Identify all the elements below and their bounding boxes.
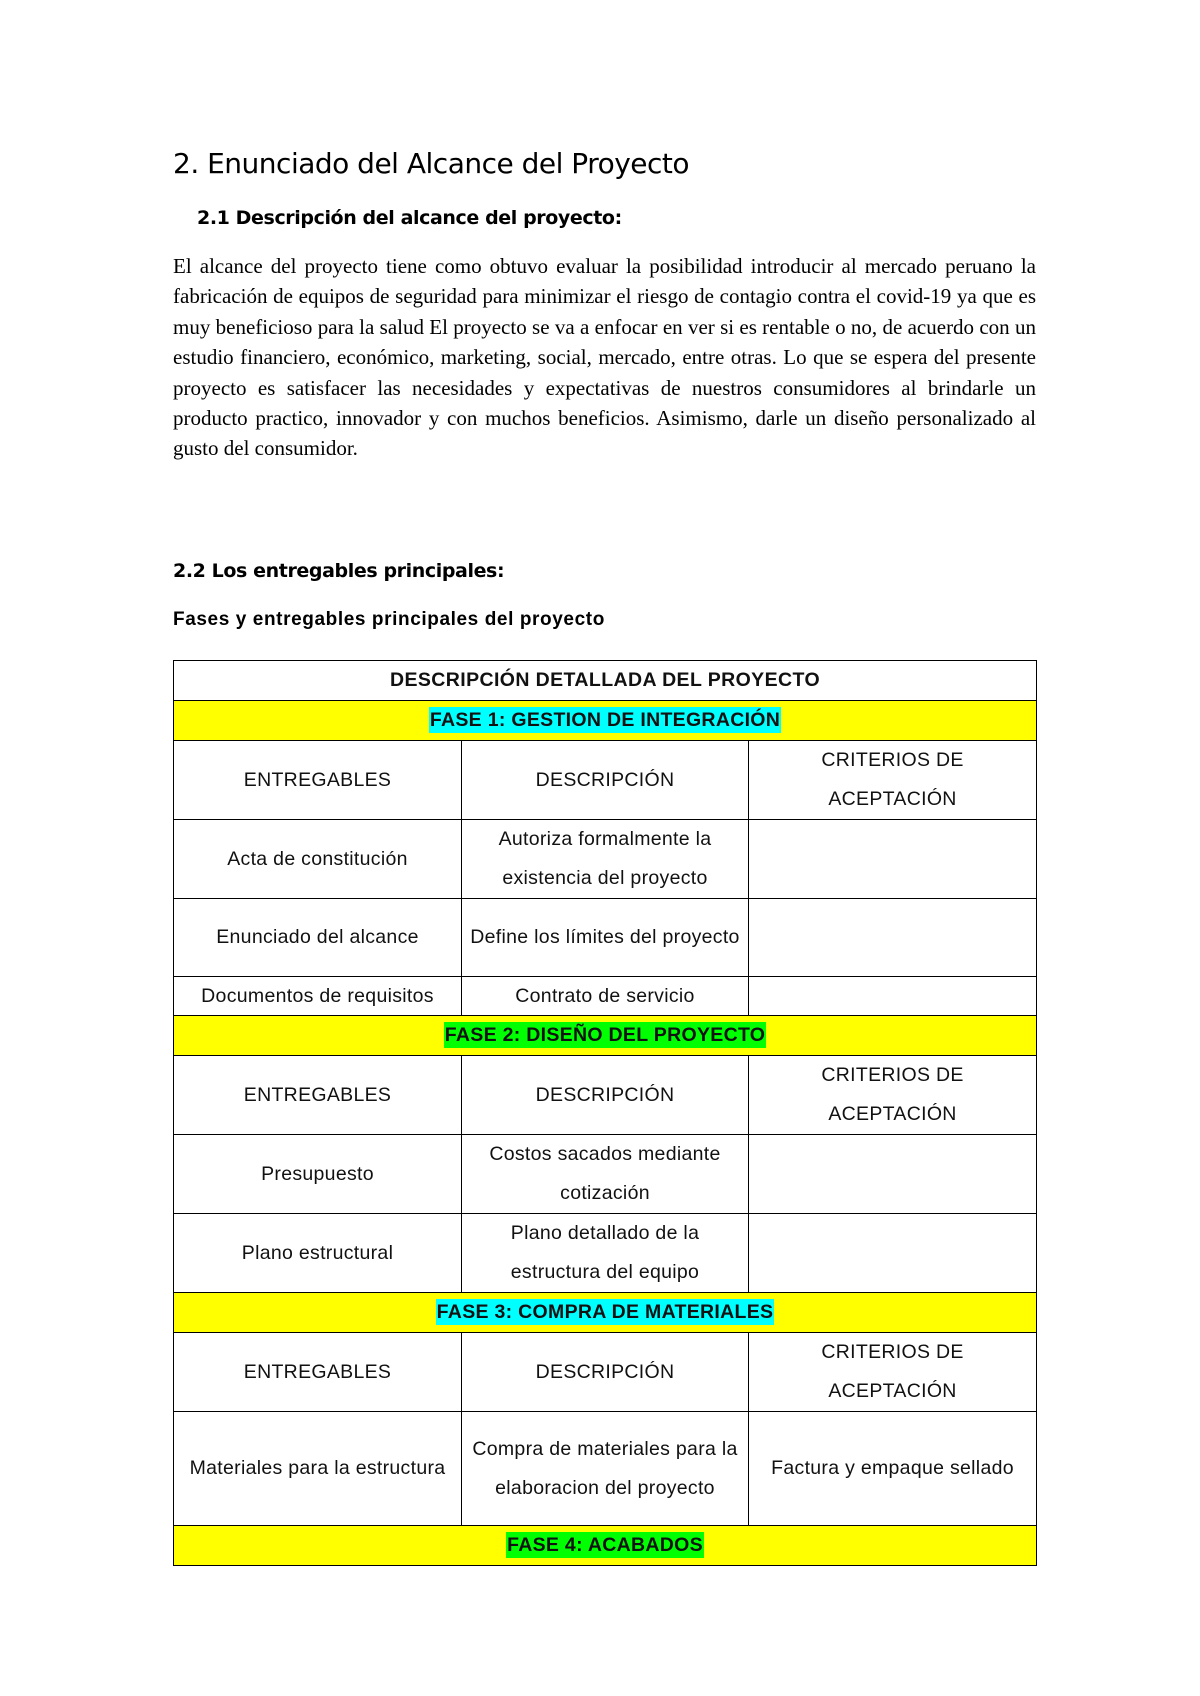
table-row [174, 977, 1037, 1016]
deliverable-cell: Documentos de requisitos [174, 977, 462, 1016]
phase-1-cell [174, 701, 1037, 741]
phase-row [174, 701, 1037, 741]
table-row [174, 820, 1037, 899]
section-heading: 2. Enunciado del Alcance del Proyecto [173, 147, 690, 180]
criteria-cell [749, 1135, 1037, 1214]
header-description: DESCRIPCIÓN [462, 741, 749, 820]
description-cell: Autoriza formalmente la existencia del proyecto [462, 820, 749, 899]
phase-3-cell [174, 1293, 1037, 1333]
deliverables-table [173, 660, 1037, 1566]
column-header-row [174, 741, 1037, 820]
deliverable-cell: Materiales para la estructura [174, 1412, 462, 1526]
header-description: DESCRIPCIÓN [462, 1056, 749, 1135]
description-cell: Compra de materiales para la elaboracion del proyecto [462, 1412, 749, 1526]
deliverable-cell: Presupuesto [174, 1135, 462, 1214]
criteria-cell [749, 820, 1037, 899]
header-acceptance-criteria: CRITERIOS DE ACEPTACIÓN [749, 1333, 1037, 1412]
header-acceptance-criteria: CRITERIOS DE ACEPTACIÓN [749, 741, 1037, 820]
table-row [174, 1135, 1037, 1214]
subsection-title-scope: 2.1 Descripción del alcance del proyecto: [197, 207, 622, 229]
phase-4-cell [174, 1526, 1037, 1566]
description-cell: Define los límites del proyecto [462, 899, 749, 977]
table-row [174, 1214, 1037, 1293]
phase-1-label: FASE 1: GESTION DE INTEGRACIÓN [429, 709, 781, 731]
phase-4-label: FASE 4: ACABADOS [507, 1534, 703, 1556]
table-caption: Fases y entregables principales del proyecto [173, 609, 605, 630]
deliverable-cell: Acta de constitución [174, 820, 462, 899]
criteria-cell [749, 977, 1037, 1016]
header-description: DESCRIPCIÓN [462, 1333, 749, 1412]
scope-description-paragraph: El alcance del proyecto tiene como obtuvo evaluar la posibilidad introducir al mercado peruano la fabricación de equipos de seguridad para minimizar el riesgo de contagio contra el covid-19 ya que es muy beneficioso para la salud El proyecto se va a enfocar en ver si es rentable o no, de acuerdo con un estudio financiero, económico, marketing, social, mercado, entre otras. Lo que se espera del presente proyecto es satisfacer las necesidades y expectativas de nuestros consumidores al brindarle un producto practico, innovador y con muchos beneficios. Asimismo, darle un diseño personalizado al gusto del consumidor. [173, 254, 1036, 461]
column-header-row [174, 1056, 1037, 1135]
column-header-row [174, 1333, 1037, 1412]
header-deliverables: ENTREGABLES [174, 741, 462, 820]
description-cell: Plano detallado de la estructura del equipo [462, 1214, 749, 1293]
deliverable-cell: Enunciado del alcance [174, 899, 462, 977]
phase-row [174, 1526, 1037, 1566]
criteria-cell [749, 1214, 1037, 1293]
header-deliverables: ENTREGABLES [174, 1333, 462, 1412]
table-title-row [174, 661, 1037, 701]
table-row [174, 1412, 1037, 1526]
table-row [174, 899, 1037, 977]
deliverable-cell: Plano estructural [174, 1214, 462, 1293]
criteria-cell [749, 899, 1037, 977]
phase-2-label: FASE 2: DISEÑO DEL PROYECTO [444, 1024, 766, 1046]
subsection-title-deliverables: 2.2 Los entregables principales: [173, 560, 505, 582]
phase-row [174, 1016, 1037, 1056]
criteria-cell: Factura y empaque sellado [749, 1412, 1037, 1526]
description-cell: Costos sacados mediante cotización [462, 1135, 749, 1214]
header-acceptance-criteria: CRITERIOS DE ACEPTACIÓN [749, 1056, 1037, 1135]
phase-3-label: FASE 3: COMPRA DE MATERIALES [436, 1301, 774, 1323]
header-deliverables: ENTREGABLES [174, 1056, 462, 1135]
table-title: DESCRIPCIÓN DETALLADA DEL PROYECTO [174, 661, 1037, 701]
phase-2-cell [174, 1016, 1037, 1056]
phase-row [174, 1293, 1037, 1333]
description-cell: Contrato de servicio [462, 977, 749, 1016]
